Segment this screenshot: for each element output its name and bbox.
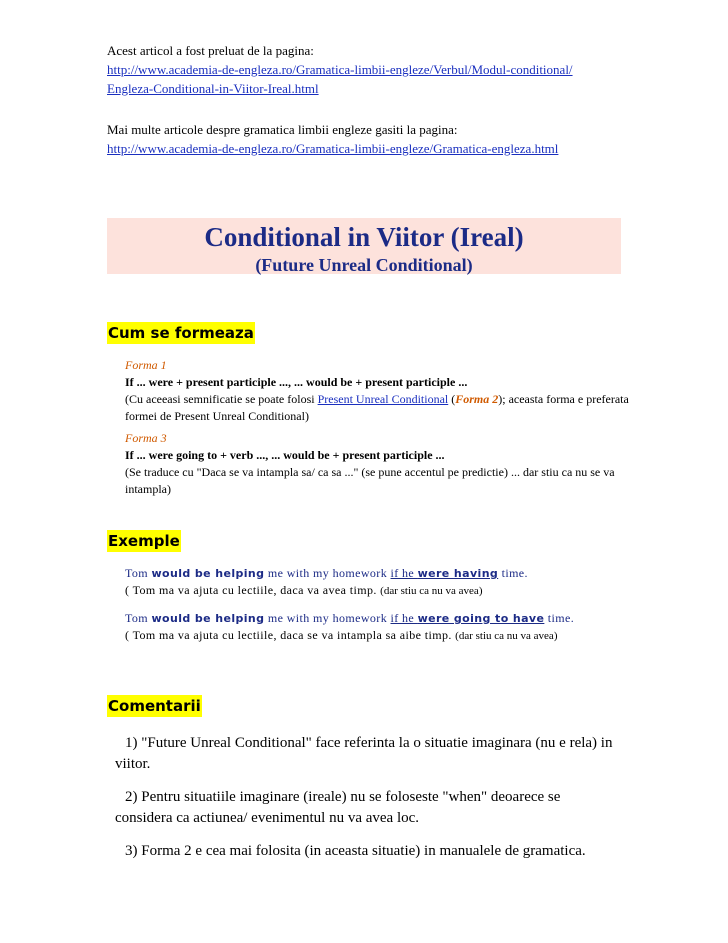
form-3-rule: If ... were going to + verb ..., ... would be + present participle ... — [125, 448, 445, 462]
example-1-english — [125, 565, 630, 582]
comment-3: 3) Forma 2 e cea mai folosita (in aceasta situatie) in manualele de gramatica. — [125, 843, 586, 859]
source-url-line1[interactable]: http://www.academia-de-engleza.ro/Gramatica-limbii-engleze/Verbul/Modul-conditional/ — [107, 62, 573, 77]
source-intro: Acest articol a fost preluat de la pagina: — [107, 43, 314, 58]
form-1-block — [115, 357, 630, 425]
title-box — [107, 218, 621, 274]
example-verb-main: would be helping — [151, 612, 265, 625]
form-3-block — [115, 430, 630, 498]
example-subject: Tom — [125, 566, 152, 580]
form-3-label: Forma 3 — [125, 431, 167, 445]
example-if-clause: if he — [390, 566, 418, 580]
example-verb-main: would be helping — [151, 567, 265, 580]
source-link[interactable] — [107, 60, 627, 98]
example-if-clause: if he — [390, 611, 418, 625]
example-1 — [115, 565, 630, 600]
example-comment: (dar stiu ca nu va avea) — [455, 630, 558, 642]
example-2-romanian — [125, 627, 630, 645]
form-1-note — [125, 391, 630, 425]
section-formation-heading: Cum se formeaza — [108, 324, 254, 342]
example-translation: ( Tom ma va ajuta cu lectiile, daca va avea timp. — [125, 583, 381, 597]
example-translation: ( Tom ma va ajuta cu lectiile, daca se va intampla sa aibe timp. — [125, 628, 456, 642]
form-1-note-end: ); aceasta forma e preferata formei de Present Unreal Conditional) — [125, 392, 629, 423]
source-block — [107, 41, 627, 98]
page-title: Conditional in Viitor (Ireal) — [204, 222, 524, 252]
form-1-label: Forma 1 — [125, 358, 167, 372]
form-2-ref: Forma 2 — [455, 392, 499, 406]
form-1-note-paren: ( — [448, 392, 456, 406]
example-comment: (dar stiu ca nu va avea) — [380, 585, 483, 597]
more-intro: Mai multe articole despre gramatica limbii engleze gasiti la pagina: — [107, 122, 458, 137]
example-2-english — [125, 610, 630, 627]
comments-list — [115, 733, 620, 862]
example-middle: me with my homework — [264, 566, 391, 580]
comment-2: 2) Pentru situatiile imaginare (ireale) nu se foloseste "when" deoarece se considera ca actiunea/ evenimentul nu va avea loc. — [115, 789, 561, 826]
comment-1: 1) "Future Unreal Conditional" face referinta la o situatie imaginara (nu e rela) in viitor. — [115, 735, 613, 772]
example-subject: Tom — [125, 611, 152, 625]
form-3-note: (Se traduce cu "Daca se va intampla sa/ ca sa ..." (se pune accentul pe predictie) ... dar stiu ca nu se va intampla) — [125, 465, 615, 496]
more-articles-block — [107, 120, 627, 158]
section-comments-heading: Comentarii — [108, 697, 201, 715]
example-2 — [115, 610, 630, 645]
example-verb-if: were going to have — [417, 612, 545, 625]
present-unreal-link[interactable]: Present Unreal Conditional — [317, 392, 449, 406]
form-1-note-text: (Cu aceeasi semnificatie se poate folosi — [125, 392, 318, 406]
example-verb-if: were having — [417, 567, 499, 580]
example-end: time. — [544, 611, 575, 625]
page-subtitle: (Future Unreal Conditional) — [255, 255, 473, 275]
example-end: time. — [498, 566, 528, 580]
example-middle: me with my homework — [264, 611, 391, 625]
source-url-line2[interactable]: Engleza-Conditional-in-Viitor-Ireal.html — [107, 81, 319, 96]
example-1-romanian — [125, 582, 630, 600]
form-1-rule: If ... were + present participle ..., ... would be + present participle ... — [125, 375, 468, 389]
section-examples-heading: Exemple — [108, 532, 180, 550]
more-articles-link[interactable]: http://www.academia-de-engleza.ro/Gramatica-limbii-engleze/Gramatica-engleza.html — [107, 141, 559, 156]
